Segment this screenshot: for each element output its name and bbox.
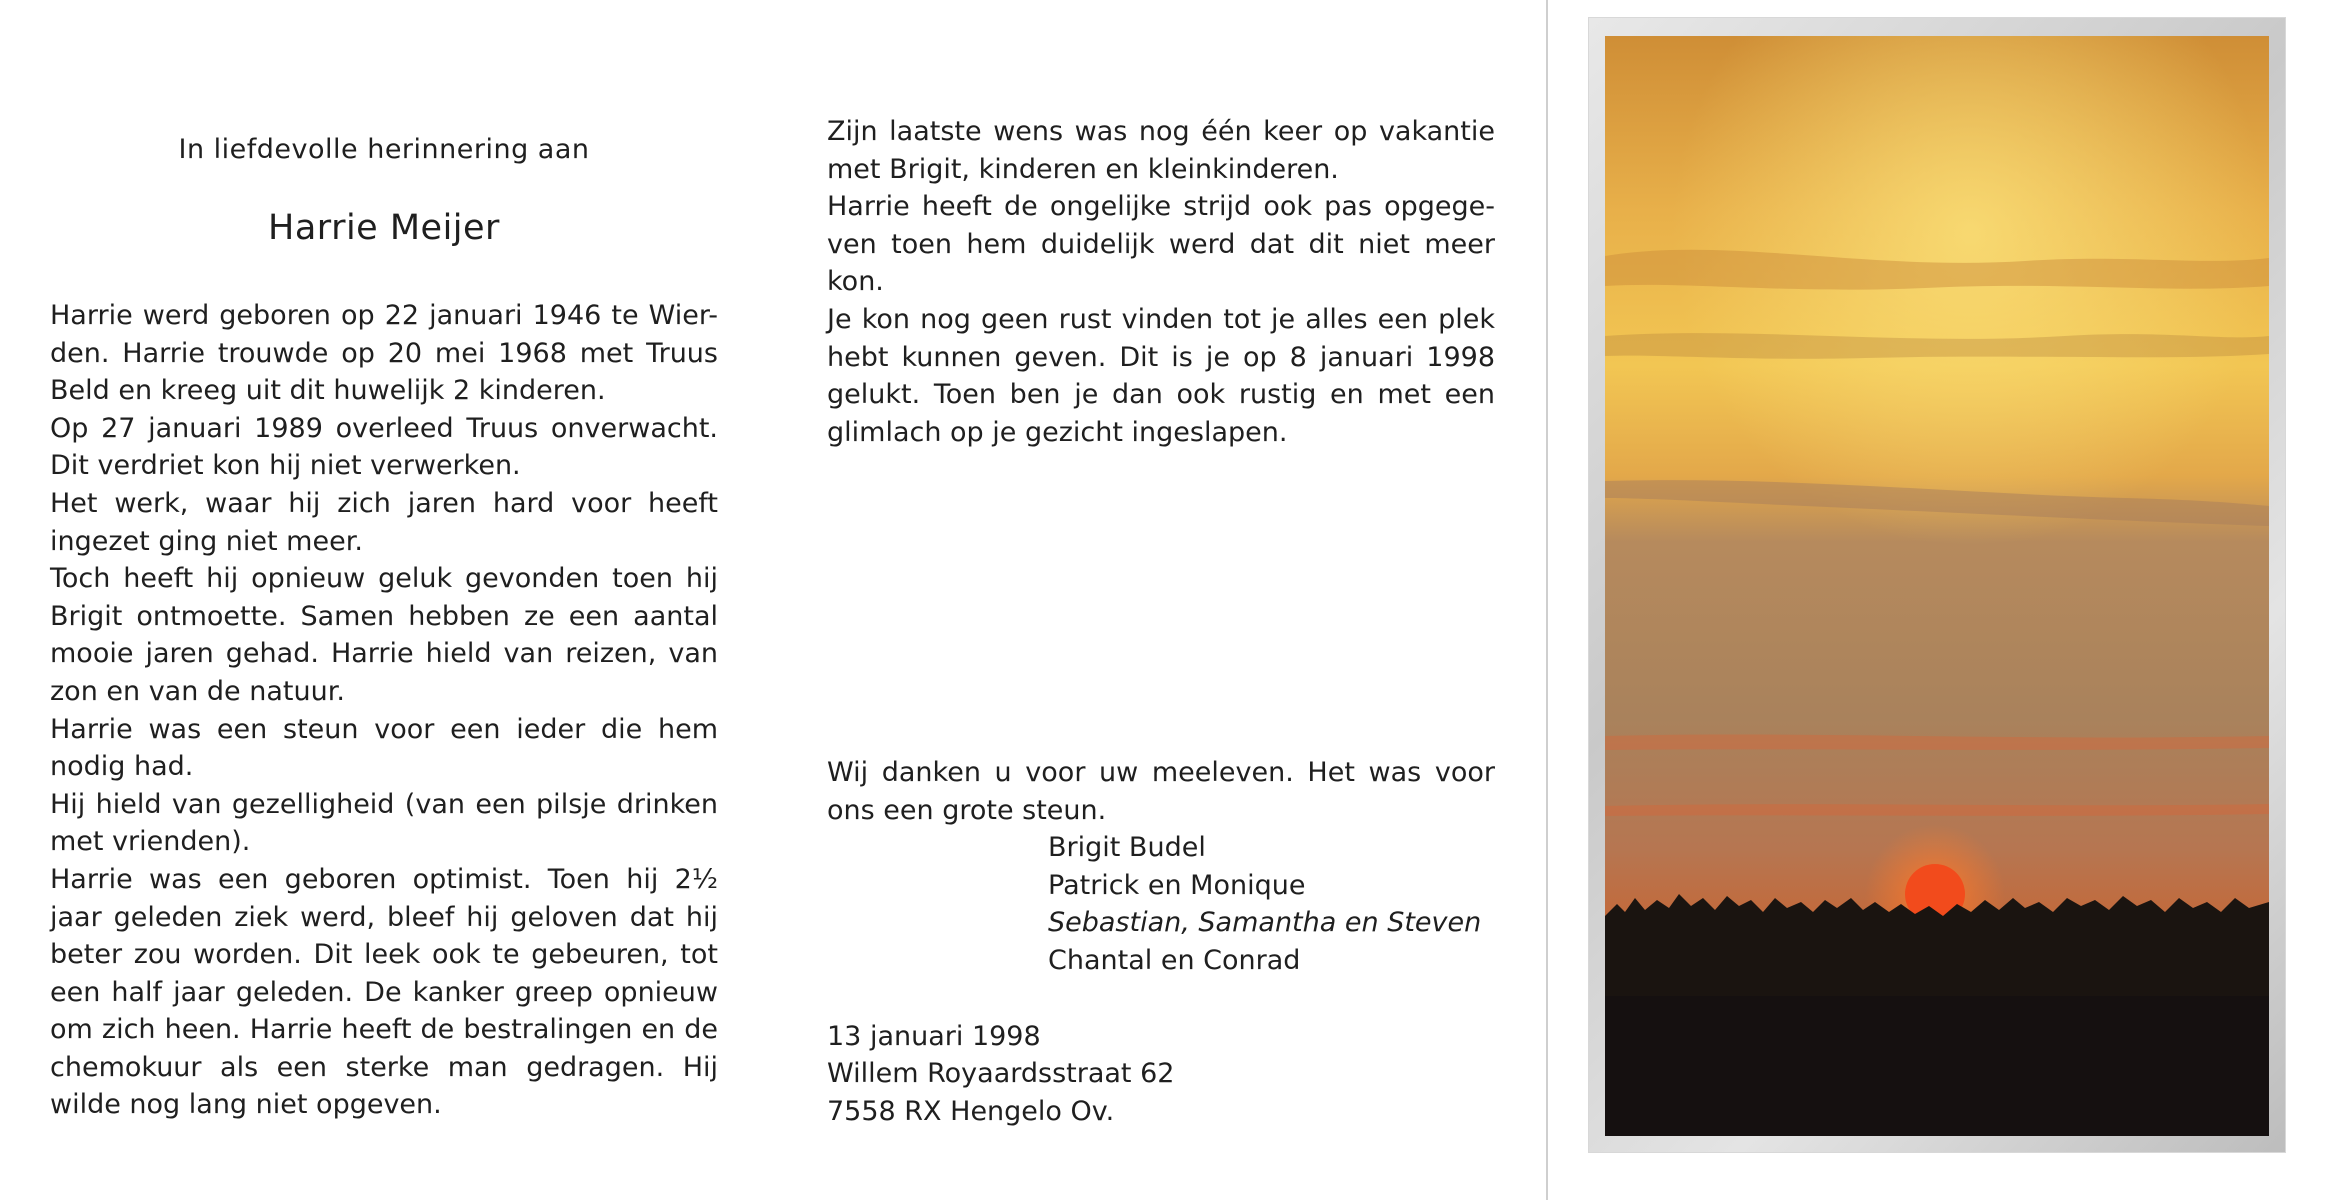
date-address	[827, 1018, 1495, 1131]
bio-paragraph: Op 27 januari 1989 overleed Truus onverwacht. Dit verdriet kon hij niet verwerken.	[50, 412, 718, 482]
address-street: Willem Royaardsstraat 62	[827, 1058, 1175, 1090]
signer-name: Patrick en Monique	[1048, 869, 1306, 901]
card-date: 13 januari 1998	[827, 1020, 1041, 1052]
bio-paragraph: Het werk, waar hij zich jaren hard voor heeft ingezet ging niet meer.	[50, 487, 718, 557]
signers-list	[1048, 829, 1495, 979]
deceased-name: Harrie Meijer	[268, 208, 500, 248]
biography-text	[50, 297, 718, 1124]
bio-paragraph: Harrie werd geboren op 22 januari 1946 te Wier-den. Harrie trouwde op 20 mei 1968 met Truus Beld en kreeg uit dit huwelijk 2 kinderen.	[50, 300, 718, 407]
bio-paragraph: Hij hield van gezelligheid (van een pilsje drinken met vrienden).	[50, 788, 718, 858]
intro-line: In liefdevolle herinnering aan	[178, 134, 590, 165]
last-wish-text	[827, 113, 1495, 451]
wish-paragraph: Zijn laatste wens was nog één keer op vakantie met Brigit, kinderen en kleinkinderen.	[827, 116, 1495, 185]
fold-line	[1546, 0, 1548, 1200]
wish-paragraph: Je kon nog geen rust vinden tot je alles een plek hebt kunnen geven. Dit is je op 8 januari 1998 gelukt. Toen ben je dan ook rustig en met een glimlach op je gezicht ingeslapen.	[827, 303, 1495, 448]
wish-paragraph: Harrie heeft de ongelijke strijd ook pas opgege-ven toen hem duidelijk werd dat dit niet meer kon.	[827, 191, 1495, 298]
photo-frame	[1589, 18, 2285, 1152]
signer-name: Brigit Budel	[1048, 832, 1206, 864]
thanks-text: Wij danken u voor uw meeleven. Het was voor ons een grote steun.	[827, 757, 1495, 826]
address-city: 7558 RX Hengelo Ov.	[827, 1095, 1115, 1127]
sunset-image	[1605, 36, 2269, 1136]
bio-paragraph: Toch heeft hij opnieuw geluk gevonden toen hij Brigit ontmoette. Samen hebben ze een aantal mooie jaren gehad. Harrie hield van reizen, van zon en van de natuur.	[50, 563, 718, 707]
signer-name: Chantal en Conrad	[1048, 944, 1301, 976]
signer-name: Sebastian, Samantha en Steven	[1048, 907, 1482, 939]
thanks-block	[827, 754, 1495, 1130]
bio-paragraph: Harrie was een steun voor een ieder die hem nodig had.	[50, 713, 718, 783]
bio-paragraph: Harrie was een geboren optimist. Toen hij 2½ jaar geleden ziek werd, bleef hij geloven dat hij beter zou worden. Dit leek ook te gebeuren, tot een half jaar geleden. De kanker greep opnieuw om zich heen. Harrie heeft de bestralingen en de chemokuur als een sterke man gedragen. Hij wilde nog lang niet opgeven.	[50, 863, 718, 1121]
sunset-photo	[1605, 36, 2269, 1136]
